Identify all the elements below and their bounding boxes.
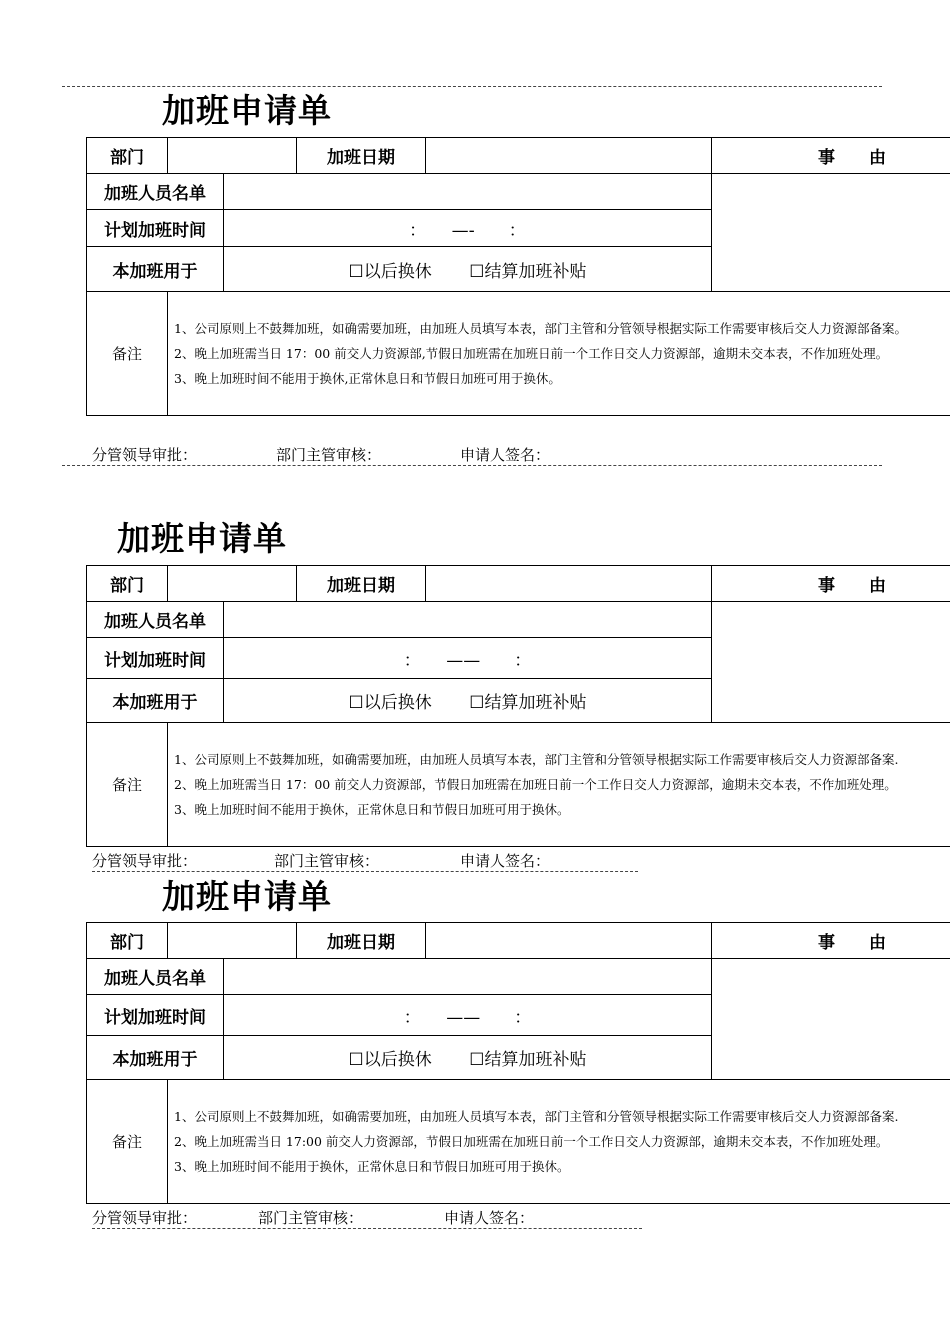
- reason-field[interactable]: [712, 959, 950, 1080]
- notes-content: [168, 1080, 950, 1204]
- date-label: 加班日期: [297, 923, 426, 959]
- plan-time-field[interactable]: ： —— ：: [224, 638, 712, 679]
- plan-time-field[interactable]: ： —- ：: [224, 210, 712, 247]
- option-comp-leave-checkbox[interactable]: ☐以后换休: [348, 693, 432, 713]
- usage-label: 本加班用于: [87, 1036, 224, 1080]
- notes-label: 备注: [87, 292, 168, 416]
- names-field[interactable]: [224, 602, 712, 638]
- reason-label: 事 由: [712, 566, 950, 602]
- dept-label: 部门: [87, 923, 168, 959]
- reason-field[interactable]: [712, 602, 950, 723]
- date-label: 加班日期: [297, 566, 426, 602]
- usage-options: [224, 1036, 712, 1080]
- usage-label: 本加班用于: [87, 247, 224, 292]
- note-item: 1、公司原则上不鼓舞加班，如确需要加班，由加班人员填写本表，部门主管和分管领导根据实际工作需要审核后交人力资源部备案。: [174, 321, 907, 336]
- names-label: 加班人员名单: [87, 602, 224, 638]
- date-field[interactable]: [426, 923, 712, 959]
- form-title: 加班申请单: [162, 877, 332, 916]
- dept-review-label: 部门主管审核：: [258, 1209, 364, 1227]
- note-item: 3、晚上加班时间不能用于换休，正常休息日和节假日加班可用于换休。: [174, 1159, 570, 1174]
- plan-time-field[interactable]: ： —— ：: [224, 995, 712, 1036]
- notes-content: [168, 292, 950, 416]
- note-item: 3、晚上加班时间不能用于换休，正常休息日和节假日加班可用于换休。: [174, 802, 570, 817]
- reason-label: 事 由: [712, 138, 950, 174]
- overtime-form-1: [86, 137, 950, 416]
- cut-line: [62, 465, 882, 466]
- dept-field[interactable]: [168, 138, 297, 174]
- dept-review-label: 部门主管审核：: [276, 446, 382, 464]
- note-item: 2、晚上加班需当日 17：00 前交人力资源部，节假日加班需在加班日前一个工作日交人力资源部，逾期未交本表，不作加班处理。: [174, 777, 897, 792]
- notes-content: [168, 723, 950, 847]
- note-item: 2、晚上加班需当日 17:00 前交人力资源部，节假日加班需在加班日前一个工作日交人力资源部，逾期未交本表，不作加班处理。: [174, 1134, 889, 1149]
- option-overtime-pay-checkbox[interactable]: ☐结算加班补贴: [469, 261, 587, 282]
- names-field[interactable]: [224, 959, 712, 995]
- leader-approval-label: 分管领导审批：: [92, 852, 198, 870]
- date-field[interactable]: [426, 566, 712, 602]
- plan-time-label: 计划加班时间: [87, 995, 224, 1036]
- option-overtime-pay-checkbox[interactable]: ☐结算加班补贴: [469, 693, 587, 713]
- form-title: 加班申请单: [117, 519, 287, 558]
- note-item: 3、晚上加班时间不能用于换休,正常休息日和节假日加班可用于换休。: [174, 371, 561, 386]
- dept-field[interactable]: [168, 923, 297, 959]
- signature-row: [92, 1207, 642, 1229]
- usage-options: [224, 247, 712, 292]
- leader-approval-label: 分管领导审批：: [92, 1209, 198, 1227]
- applicant-signature-label: 申请人签名：: [444, 1209, 535, 1227]
- leader-approval-label: 分管领导审批：: [92, 446, 198, 464]
- notes-label: 备注: [87, 723, 168, 847]
- overtime-form-3: [86, 922, 950, 1204]
- names-field[interactable]: [224, 174, 712, 210]
- note-item: 2、晚上加班需当日 17：00 前交人力资源部,节假日加班需在加班日前一个工作日交人力资源部，逾期未交本表，不作加班处理。: [174, 346, 889, 361]
- date-label: 加班日期: [297, 138, 426, 174]
- note-item: 1、公司原则上不鼓舞加班，如确需要加班，由加班人员填写本表，部门主管和分管领导根据实际工作需要审核后交人力资源部备案.: [174, 1109, 899, 1124]
- applicant-signature-label: 申请人签名：: [460, 446, 551, 464]
- cut-line: [62, 86, 882, 87]
- plan-time-label: 计划加班时间: [87, 210, 224, 247]
- note-item: 1、公司原则上不鼓舞加班，如确需要加班，由加班人员填写本表，部门主管和分管领导根据实际工作需要审核后交人力资源部备案.: [174, 752, 899, 767]
- notes-label: 备注: [87, 1080, 168, 1204]
- dept-field[interactable]: [168, 566, 297, 602]
- signature-row: [92, 850, 638, 872]
- dept-label: 部门: [87, 138, 168, 174]
- dept-label: 部门: [87, 566, 168, 602]
- option-overtime-pay-checkbox[interactable]: ☐结算加班补贴: [469, 1050, 587, 1070]
- reason-field[interactable]: [712, 174, 950, 292]
- reason-label: 事 由: [712, 923, 950, 959]
- plan-time-label: 计划加班时间: [87, 638, 224, 679]
- form-title: 加班申请单: [162, 91, 332, 130]
- option-comp-leave-checkbox[interactable]: ☐以后换休: [348, 1050, 432, 1070]
- overtime-form-2: [86, 565, 950, 847]
- usage-options: [224, 679, 712, 723]
- dept-review-label: 部门主管审核：: [274, 852, 380, 870]
- applicant-signature-label: 申请人签名：: [460, 852, 551, 870]
- names-label: 加班人员名单: [87, 959, 224, 995]
- names-label: 加班人员名单: [87, 174, 224, 210]
- option-comp-leave-checkbox[interactable]: ☐以后换休: [348, 261, 432, 282]
- date-field[interactable]: [426, 138, 712, 174]
- signature-row: [92, 444, 550, 465]
- usage-label: 本加班用于: [87, 679, 224, 723]
